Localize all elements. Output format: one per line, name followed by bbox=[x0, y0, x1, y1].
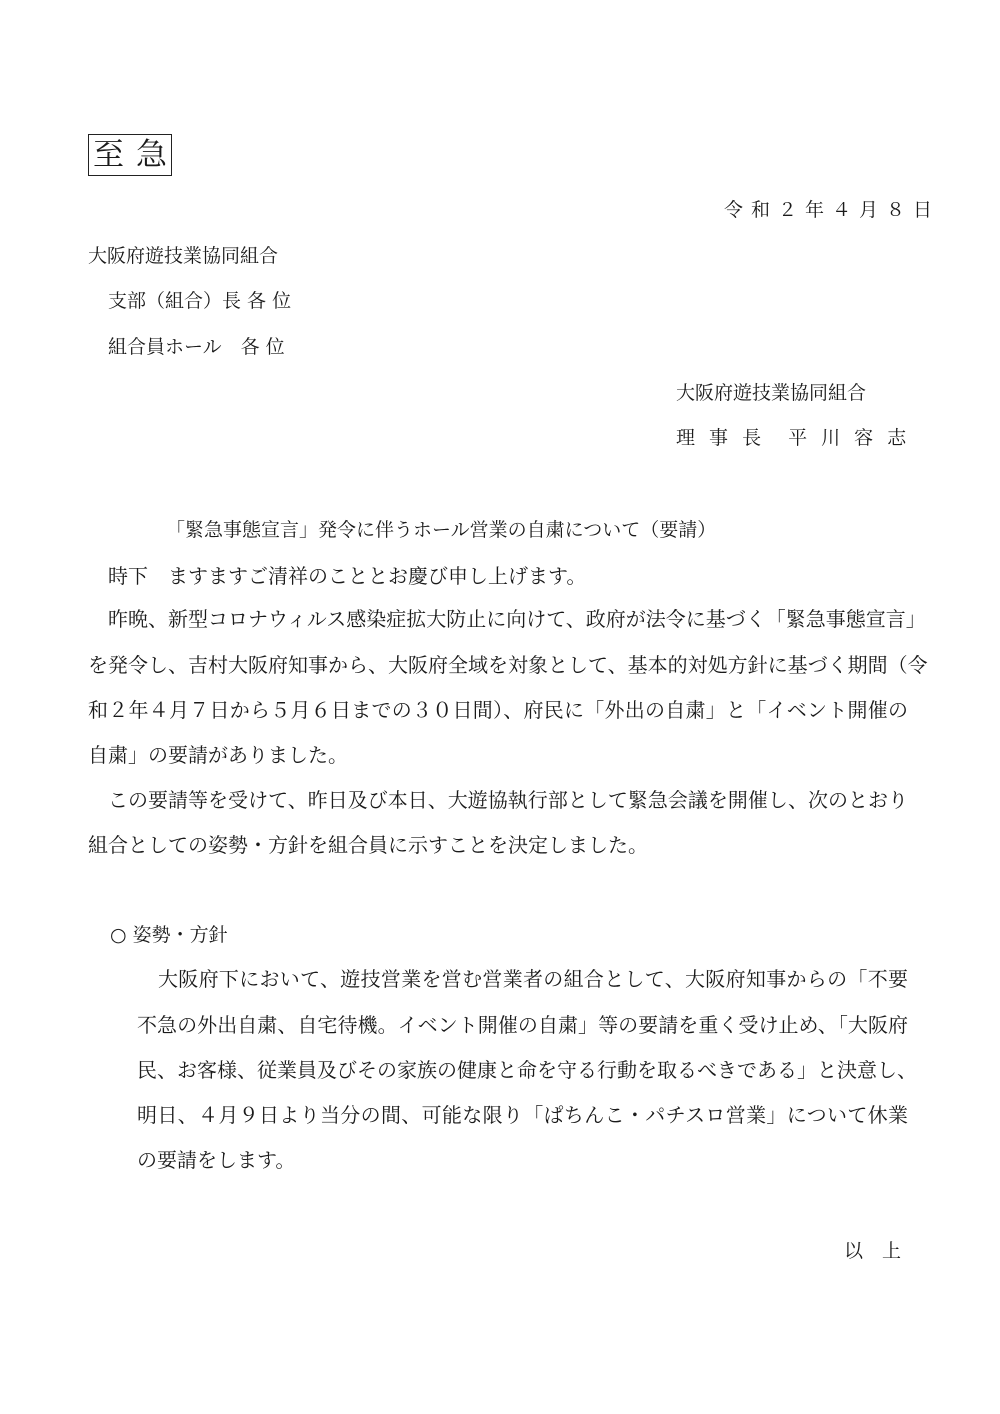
body-para1-line: 昨晩、新型コロナウィルス感染症拡大防止に向けて、政府が法令に基づく「緊急事態宣言」 bbox=[108, 607, 926, 631]
greeting: 時下 ますますご清祥のこととお慶び申し上げます。 bbox=[108, 564, 587, 588]
sender-chairman: 理 事 長 平 川 容 志 bbox=[676, 427, 911, 449]
policy-line: の要請をします。 bbox=[137, 1148, 296, 1172]
document-title: 「緊急事態宣言」発令に伴うホール営業の自粛について（要請） bbox=[166, 519, 717, 541]
recipient-org: 大阪府遊技業協同組合 bbox=[88, 245, 279, 267]
urgent-stamp: 至急 bbox=[88, 134, 172, 176]
policy-line: 明日、４月９日より当分の間、可能な限り「ぱちんこ・パチスロ営業」について休業 bbox=[137, 1103, 908, 1127]
document-date: 令和２年４月８日 bbox=[724, 199, 941, 221]
body-para1-line: を発令し、吉村大阪府知事から、大阪府全域を対象として、基本的対処方針に基づく期間（令 bbox=[88, 653, 928, 677]
policy-heading: ○ 姿勢・方針 bbox=[110, 924, 228, 946]
policy-line: 不急の外出自粛、自宅待機。イベント開催の自粛」等の要請を重く受け止め、「大阪府 bbox=[137, 1013, 908, 1037]
recipient-member-halls: 組合員ホール 各 位 bbox=[108, 336, 285, 358]
body-para1-line: 和２年４月７日から５月６日までの３０日間）、府民に「外出の自粛」と「イベント開催の bbox=[88, 698, 908, 722]
closing-mark: 以 上 bbox=[844, 1240, 902, 1262]
policy-line: 大阪府下において、遊技営業を営む営業者の組合として、大阪府知事からの「不要 bbox=[158, 967, 908, 991]
policy-line: 民、お客様、従業員及びその家族の健康と命を守る行動を取るべきである」と決意し、 bbox=[137, 1058, 917, 1082]
sender-org: 大阪府遊技業協同組合 bbox=[676, 382, 867, 404]
body-para2-line: 組合としての姿勢・方針を組合員に示すことを決定しました。 bbox=[88, 833, 648, 857]
recipient-branch-heads: 支部（組合）長 各 位 bbox=[108, 290, 292, 312]
body-para1-line: 自粛」の要請がありました。 bbox=[88, 743, 348, 767]
body-para2-line: この要請等を受けて、昨日及び本日、大遊協執行部として緊急会議を開催し、次のとおり bbox=[108, 788, 908, 812]
